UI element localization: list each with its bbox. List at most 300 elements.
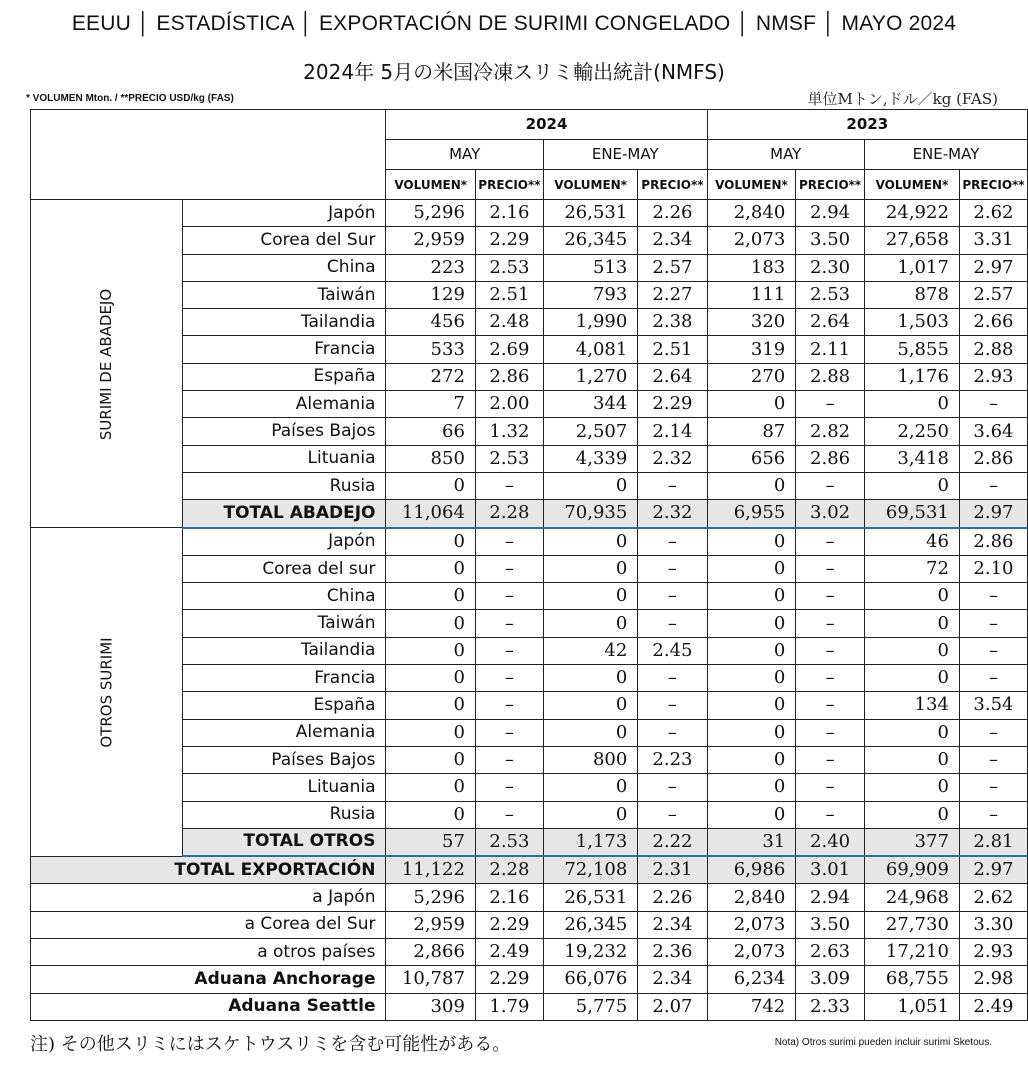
group-otros-label: OTROS SURIMI xyxy=(97,637,116,748)
volumen-header: VOLUMEN* xyxy=(707,170,796,200)
precio-cell: 2.88 xyxy=(959,336,1027,363)
volumen-cell: 0 xyxy=(386,692,475,719)
precio-cell: 2.40 xyxy=(796,828,865,856)
volumen-cell: 0 xyxy=(543,583,637,610)
volumen-header: VOLUMEN* xyxy=(386,170,475,200)
table-body xyxy=(31,110,1028,1021)
precio-cell: 2.94 xyxy=(796,200,865,227)
precio-cell: – xyxy=(638,555,707,582)
precio-cell: 2.38 xyxy=(638,309,707,336)
volumen-cell: 0 xyxy=(543,692,637,719)
precio-cell: – xyxy=(475,555,543,582)
precio-cell: – xyxy=(475,665,543,692)
precio-cell: 2.98 xyxy=(959,966,1027,993)
volumen-cell: 319 xyxy=(707,336,796,363)
volumen-cell: 0 xyxy=(543,801,637,828)
precio-cell: 2.53 xyxy=(475,445,543,472)
volumen-cell: 1,990 xyxy=(543,309,637,336)
volumen-cell: 129 xyxy=(386,281,475,308)
volumen-cell: 0 xyxy=(707,665,796,692)
row-label: Tailandia xyxy=(183,637,386,664)
row-label: Lituania xyxy=(183,774,386,801)
precio-cell: – xyxy=(796,719,865,746)
precio-cell: 2.97 xyxy=(959,856,1027,884)
volumen-cell: 66,076 xyxy=(543,966,637,993)
group-abadejo xyxy=(31,200,183,528)
precio-cell: 2.94 xyxy=(796,884,865,911)
volumen-cell: 1,017 xyxy=(864,254,959,281)
precio-cell: 2.26 xyxy=(638,200,707,227)
aduana-row xyxy=(31,993,1028,1020)
volumen-cell: 0 xyxy=(707,637,796,664)
volumen-cell: 2,073 xyxy=(707,939,796,966)
precio-cell: 2.23 xyxy=(638,746,707,773)
precio-cell: 3.09 xyxy=(796,966,865,993)
volumen-cell: 0 xyxy=(707,391,796,418)
precio-cell: – xyxy=(959,665,1027,692)
precio-cell: – xyxy=(959,391,1027,418)
row-label: Aduana Anchorage xyxy=(31,966,386,993)
precio-cell: 2.28 xyxy=(475,856,543,884)
precio-cell: – xyxy=(959,746,1027,773)
volumen-cell: 800 xyxy=(543,746,637,773)
precio-cell: 3.02 xyxy=(796,500,865,528)
precio-cell: 3.31 xyxy=(959,227,1027,254)
volumen-cell: 0 xyxy=(864,583,959,610)
precio-cell: – xyxy=(959,774,1027,801)
volumen-cell: 0 xyxy=(543,528,637,556)
volumen-cell: 0 xyxy=(543,665,637,692)
precio-cell: – xyxy=(475,692,543,719)
volumen-cell: 513 xyxy=(543,254,637,281)
volumen-cell: 42 xyxy=(543,637,637,664)
row-label: Países Bajos xyxy=(183,746,386,773)
volumen-cell: 5,775 xyxy=(543,993,637,1020)
group-abadejo-label: SURIMI DE ABADEJO xyxy=(97,288,116,440)
row-label: Corea del sur xyxy=(183,555,386,582)
precio-cell: 2.22 xyxy=(638,828,707,856)
volumen-header: VOLUMEN* xyxy=(543,170,637,200)
volumen-cell: 0 xyxy=(543,610,637,637)
precio-cell: – xyxy=(959,801,1027,828)
precio-cell: 2.29 xyxy=(475,966,543,993)
volumen-cell: 68,755 xyxy=(864,966,959,993)
volumen-cell: 6,955 xyxy=(707,500,796,528)
precio-cell: 2.48 xyxy=(475,309,543,336)
year-2023-header: 2023 xyxy=(707,110,1027,140)
precio-cell: 2.27 xyxy=(638,281,707,308)
precio-cell: – xyxy=(475,746,543,773)
precio-cell: 2.86 xyxy=(959,445,1027,472)
precio-header: PRECIO** xyxy=(638,170,707,200)
page-title: EEUU │ ESTADÍSTICA │ EXPORTACIÓN DE SURIMI CONGELADO │ NMSF │ MAYO 2024 xyxy=(71,12,957,35)
volumen-cell: 456 xyxy=(386,309,475,336)
precio-cell: 2.97 xyxy=(959,500,1027,528)
precio-cell: 2.57 xyxy=(638,254,707,281)
volumen-cell: 69,909 xyxy=(864,856,959,884)
volumen-cell: 0 xyxy=(707,719,796,746)
precio-cell: – xyxy=(475,472,543,499)
precio-cell: – xyxy=(796,472,865,499)
volumen-cell: 66 xyxy=(386,418,475,445)
precio-cell: – xyxy=(796,801,865,828)
precio-cell: 2.51 xyxy=(475,281,543,308)
volumen-cell: 320 xyxy=(707,309,796,336)
precio-cell: – xyxy=(475,637,543,664)
row-label: Taiwán xyxy=(183,281,386,308)
row-label: Alemania xyxy=(183,719,386,746)
volumen-cell: 111 xyxy=(707,281,796,308)
volumen-cell: 2,507 xyxy=(543,418,637,445)
surimi-export-table xyxy=(30,109,1028,1021)
volumen-cell: 0 xyxy=(543,774,637,801)
precio-cell: 2.16 xyxy=(475,200,543,227)
volumen-cell: 0 xyxy=(707,555,796,582)
volumen-cell: 0 xyxy=(864,746,959,773)
volumen-cell: 4,339 xyxy=(543,445,637,472)
volumen-cell: 0 xyxy=(864,801,959,828)
row-label: China xyxy=(183,254,386,281)
precio-cell: – xyxy=(796,391,865,418)
volumen-cell: 272 xyxy=(386,363,475,390)
volumen-cell: 1,503 xyxy=(864,309,959,336)
precio-cell: 2.00 xyxy=(475,391,543,418)
ene-may-2023-header: ENE-MAY xyxy=(864,140,1027,170)
volumen-cell: 27,658 xyxy=(864,227,959,254)
volumen-cell: 878 xyxy=(864,281,959,308)
precio-cell: – xyxy=(475,610,543,637)
page-subtitle-jp: 2024年 5月の米国冷凍スリミ輸出統計(NMFS) xyxy=(303,60,725,84)
precio-cell: – xyxy=(796,692,865,719)
volumen-cell: 19,232 xyxy=(543,939,637,966)
precio-cell: 2.29 xyxy=(475,911,543,938)
volumen-cell: 0 xyxy=(386,719,475,746)
volumen-cell: 183 xyxy=(707,254,796,281)
volumen-cell: 6,986 xyxy=(707,856,796,884)
volumen-cell: 5,296 xyxy=(386,884,475,911)
may-2023-header: MAY xyxy=(707,140,864,170)
volumen-cell: 0 xyxy=(707,746,796,773)
precio-cell: 2.53 xyxy=(475,828,543,856)
volumen-cell: 31 xyxy=(707,828,796,856)
volumen-cell: 24,968 xyxy=(864,884,959,911)
precio-cell: – xyxy=(959,610,1027,637)
precio-cell: 2.45 xyxy=(638,637,707,664)
volumen-cell: 70,935 xyxy=(543,500,637,528)
precio-cell: – xyxy=(796,610,865,637)
ene-may-2024-header: ENE-MAY xyxy=(543,140,707,170)
precio-cell: 1.32 xyxy=(475,418,543,445)
precio-cell: – xyxy=(638,610,707,637)
year-2024-header: 2024 xyxy=(386,110,707,140)
precio-cell: 2.86 xyxy=(796,445,865,472)
row-label: España xyxy=(183,363,386,390)
precio-cell: – xyxy=(638,528,707,556)
row-label: a otros países xyxy=(31,939,386,966)
volumen-cell: 2,073 xyxy=(707,911,796,938)
row-label: Japón xyxy=(183,528,386,556)
volumen-cell: 0 xyxy=(707,801,796,828)
precio-cell: 2.93 xyxy=(959,939,1027,966)
precio-cell: 2.11 xyxy=(796,336,865,363)
precio-cell: 2.86 xyxy=(959,528,1027,556)
volumen-cell: 3,418 xyxy=(864,445,959,472)
precio-cell: – xyxy=(796,637,865,664)
row-label: Lituania xyxy=(183,445,386,472)
row-label: TOTAL EXPORTACIÓN xyxy=(31,856,386,884)
volumen-cell: 0 xyxy=(864,774,959,801)
precio-cell: – xyxy=(638,472,707,499)
precio-cell: – xyxy=(959,472,1027,499)
volumen-cell: 344 xyxy=(543,391,637,418)
row-label: Taiwán xyxy=(183,610,386,637)
volumen-cell: 0 xyxy=(543,555,637,582)
precio-cell: 3.30 xyxy=(959,911,1027,938)
precio-cell: 2.93 xyxy=(959,363,1027,390)
group-otros xyxy=(31,528,183,857)
precio-cell: 2.49 xyxy=(959,993,1027,1020)
row-label: TOTAL OTROS xyxy=(183,828,386,856)
volumen-cell: 0 xyxy=(386,472,475,499)
units-note: * VOLUMEN Mton. / **PRECIO USD/kg (FAS) xyxy=(26,93,234,104)
volumen-cell: 2,840 xyxy=(707,884,796,911)
volumen-cell: 11,064 xyxy=(386,500,475,528)
precio-cell: 2.32 xyxy=(638,445,707,472)
volumen-cell: 0 xyxy=(864,610,959,637)
volumen-cell: 0 xyxy=(386,774,475,801)
precio-cell: 2.62 xyxy=(959,200,1027,227)
volumen-cell: 2,250 xyxy=(864,418,959,445)
volumen-cell: 0 xyxy=(864,391,959,418)
volumen-cell: 11,122 xyxy=(386,856,475,884)
precio-header: PRECIO** xyxy=(475,170,543,200)
precio-cell: 3.50 xyxy=(796,911,865,938)
destino-row xyxy=(31,939,1028,966)
precio-cell: 2.82 xyxy=(796,418,865,445)
volumen-cell: 0 xyxy=(386,665,475,692)
volumen-cell: 0 xyxy=(707,774,796,801)
volumen-cell: 5,296 xyxy=(386,200,475,227)
row-label: Rusia xyxy=(183,472,386,499)
precio-cell: 2.86 xyxy=(475,363,543,390)
row-label: Japón xyxy=(183,200,386,227)
volumen-cell: 69,531 xyxy=(864,500,959,528)
volumen-cell: 26,345 xyxy=(543,911,637,938)
precio-cell: 2.07 xyxy=(638,993,707,1020)
volumen-cell: 0 xyxy=(386,583,475,610)
precio-cell: – xyxy=(475,719,543,746)
volumen-cell: 0 xyxy=(707,583,796,610)
volumen-header: VOLUMEN* xyxy=(864,170,959,200)
volumen-cell: 0 xyxy=(386,637,475,664)
volumen-cell: 0 xyxy=(386,746,475,773)
row-label: España xyxy=(183,692,386,719)
precio-cell: – xyxy=(475,801,543,828)
precio-cell: 2.29 xyxy=(475,227,543,254)
precio-cell: 2.30 xyxy=(796,254,865,281)
row-label: Alemania xyxy=(183,391,386,418)
row-label: Francia xyxy=(183,336,386,363)
row-label: a Corea del Sur xyxy=(31,911,386,938)
volumen-cell: 17,210 xyxy=(864,939,959,966)
volumen-cell: 2,959 xyxy=(386,227,475,254)
row-label: Corea del Sur xyxy=(183,227,386,254)
volumen-cell: 26,345 xyxy=(543,227,637,254)
precio-cell: 2.63 xyxy=(796,939,865,966)
volumen-cell: 0 xyxy=(864,637,959,664)
precio-cell: – xyxy=(796,665,865,692)
precio-header: PRECIO** xyxy=(959,170,1027,200)
volumen-cell: 6,234 xyxy=(707,966,796,993)
corner-cell xyxy=(31,110,386,200)
precio-cell: 3.54 xyxy=(959,692,1027,719)
volumen-cell: 27,730 xyxy=(864,911,959,938)
volumen-cell: 26,531 xyxy=(543,884,637,911)
volumen-cell: 7 xyxy=(386,391,475,418)
volumen-cell: 4,081 xyxy=(543,336,637,363)
volumen-cell: 0 xyxy=(707,528,796,556)
row-label: Francia xyxy=(183,665,386,692)
volumen-cell: 742 xyxy=(707,993,796,1020)
volumen-cell: 2,840 xyxy=(707,200,796,227)
precio-cell: – xyxy=(796,555,865,582)
precio-cell: 2.26 xyxy=(638,884,707,911)
volumen-cell: 1,176 xyxy=(864,363,959,390)
precio-cell: – xyxy=(638,583,707,610)
volumen-cell: 1,270 xyxy=(543,363,637,390)
volumen-cell: 5,855 xyxy=(864,336,959,363)
precio-cell: 2.66 xyxy=(959,309,1027,336)
precio-cell: 2.53 xyxy=(796,281,865,308)
precio-cell: – xyxy=(796,746,865,773)
precio-cell: 2.53 xyxy=(475,254,543,281)
volumen-cell: 0 xyxy=(707,610,796,637)
precio-cell: 2.69 xyxy=(475,336,543,363)
precio-cell: – xyxy=(796,583,865,610)
volumen-cell: 656 xyxy=(707,445,796,472)
volumen-cell: 46 xyxy=(864,528,959,556)
volumen-cell: 72,108 xyxy=(543,856,637,884)
precio-cell: 2.57 xyxy=(959,281,1027,308)
precio-cell: 2.64 xyxy=(796,309,865,336)
precio-cell: – xyxy=(638,692,707,719)
volumen-cell: 0 xyxy=(543,719,637,746)
destino-row xyxy=(31,884,1028,911)
precio-cell: – xyxy=(475,583,543,610)
precio-cell: 3.64 xyxy=(959,418,1027,445)
volumen-cell: 850 xyxy=(386,445,475,472)
precio-cell: – xyxy=(638,774,707,801)
volumen-cell: 0 xyxy=(386,528,475,556)
precio-cell: – xyxy=(638,801,707,828)
precio-cell: – xyxy=(638,719,707,746)
precio-cell: – xyxy=(475,528,543,556)
precio-cell: – xyxy=(638,665,707,692)
precio-cell: 2.28 xyxy=(475,500,543,528)
volumen-cell: 1,173 xyxy=(543,828,637,856)
aduana-row xyxy=(31,966,1028,993)
precio-cell: – xyxy=(959,719,1027,746)
volumen-cell: 87 xyxy=(707,418,796,445)
row-label: Tailandia xyxy=(183,309,386,336)
precio-cell: 2.34 xyxy=(638,227,707,254)
table-row xyxy=(31,528,1028,556)
precio-cell: 2.88 xyxy=(796,363,865,390)
precio-cell: 1.79 xyxy=(475,993,543,1020)
footnote-jp: 注) その他スリミにはスケトウスリミを含む可能性がある。 xyxy=(30,1034,511,1055)
volumen-cell: 533 xyxy=(386,336,475,363)
precio-cell: 2.64 xyxy=(638,363,707,390)
precio-cell: 2.34 xyxy=(638,911,707,938)
volumen-cell: 24,922 xyxy=(864,200,959,227)
precio-cell: 2.31 xyxy=(638,856,707,884)
volumen-cell: 0 xyxy=(864,472,959,499)
volumen-cell: 57 xyxy=(386,828,475,856)
precio-cell: 2.10 xyxy=(959,555,1027,582)
volumen-cell: 26,531 xyxy=(543,200,637,227)
precio-cell: 2.49 xyxy=(475,939,543,966)
volumen-cell: 0 xyxy=(864,719,959,746)
precio-cell: – xyxy=(475,774,543,801)
precio-cell: 2.62 xyxy=(959,884,1027,911)
volumen-cell: 2,073 xyxy=(707,227,796,254)
precio-cell: – xyxy=(959,637,1027,664)
row-label: Rusia xyxy=(183,801,386,828)
volumen-cell: 309 xyxy=(386,993,475,1020)
row-label: Países Bajos xyxy=(183,418,386,445)
precio-cell: 3.01 xyxy=(796,856,865,884)
volumen-cell: 1,051 xyxy=(864,993,959,1020)
volumen-cell: 223 xyxy=(386,254,475,281)
destino-row xyxy=(31,911,1028,938)
volumen-cell: 0 xyxy=(707,692,796,719)
precio-cell: 2.16 xyxy=(475,884,543,911)
volumen-cell: 10,787 xyxy=(386,966,475,993)
table-row xyxy=(31,200,1028,227)
volumen-cell: 0 xyxy=(386,555,475,582)
volumen-cell: 2,866 xyxy=(386,939,475,966)
precio-cell: 2.33 xyxy=(796,993,865,1020)
precio-cell: – xyxy=(796,528,865,556)
row-label: China xyxy=(183,583,386,610)
precio-cell: 2.14 xyxy=(638,418,707,445)
row-label: Aduana Seattle xyxy=(31,993,386,1020)
volumen-cell: 134 xyxy=(864,692,959,719)
precio-cell: 2.81 xyxy=(959,828,1027,856)
precio-cell: 2.29 xyxy=(638,391,707,418)
precio-cell: 2.51 xyxy=(638,336,707,363)
precio-cell: 2.97 xyxy=(959,254,1027,281)
volumen-cell: 0 xyxy=(864,665,959,692)
precio-header: PRECIO** xyxy=(796,170,865,200)
units-note-jp: 単位Mトン,ドル／kg (FAS) xyxy=(807,90,998,108)
row-label: a Japón xyxy=(31,884,386,911)
precio-cell: 2.36 xyxy=(638,939,707,966)
may-2024-header: MAY xyxy=(386,140,543,170)
precio-cell: 3.50 xyxy=(796,227,865,254)
precio-cell: 2.34 xyxy=(638,966,707,993)
volumen-cell: 2,959 xyxy=(386,911,475,938)
volumen-cell: 0 xyxy=(386,610,475,637)
volumen-cell: 793 xyxy=(543,281,637,308)
volumen-cell: 0 xyxy=(386,801,475,828)
total-exportacion-row xyxy=(31,856,1028,884)
volumen-cell: 72 xyxy=(864,555,959,582)
precio-cell: 2.32 xyxy=(638,500,707,528)
volumen-cell: 377 xyxy=(864,828,959,856)
precio-cell: – xyxy=(796,774,865,801)
footnote-es: Nota) Otros surimi pueden incluir surimi Sketous. xyxy=(774,1037,992,1048)
